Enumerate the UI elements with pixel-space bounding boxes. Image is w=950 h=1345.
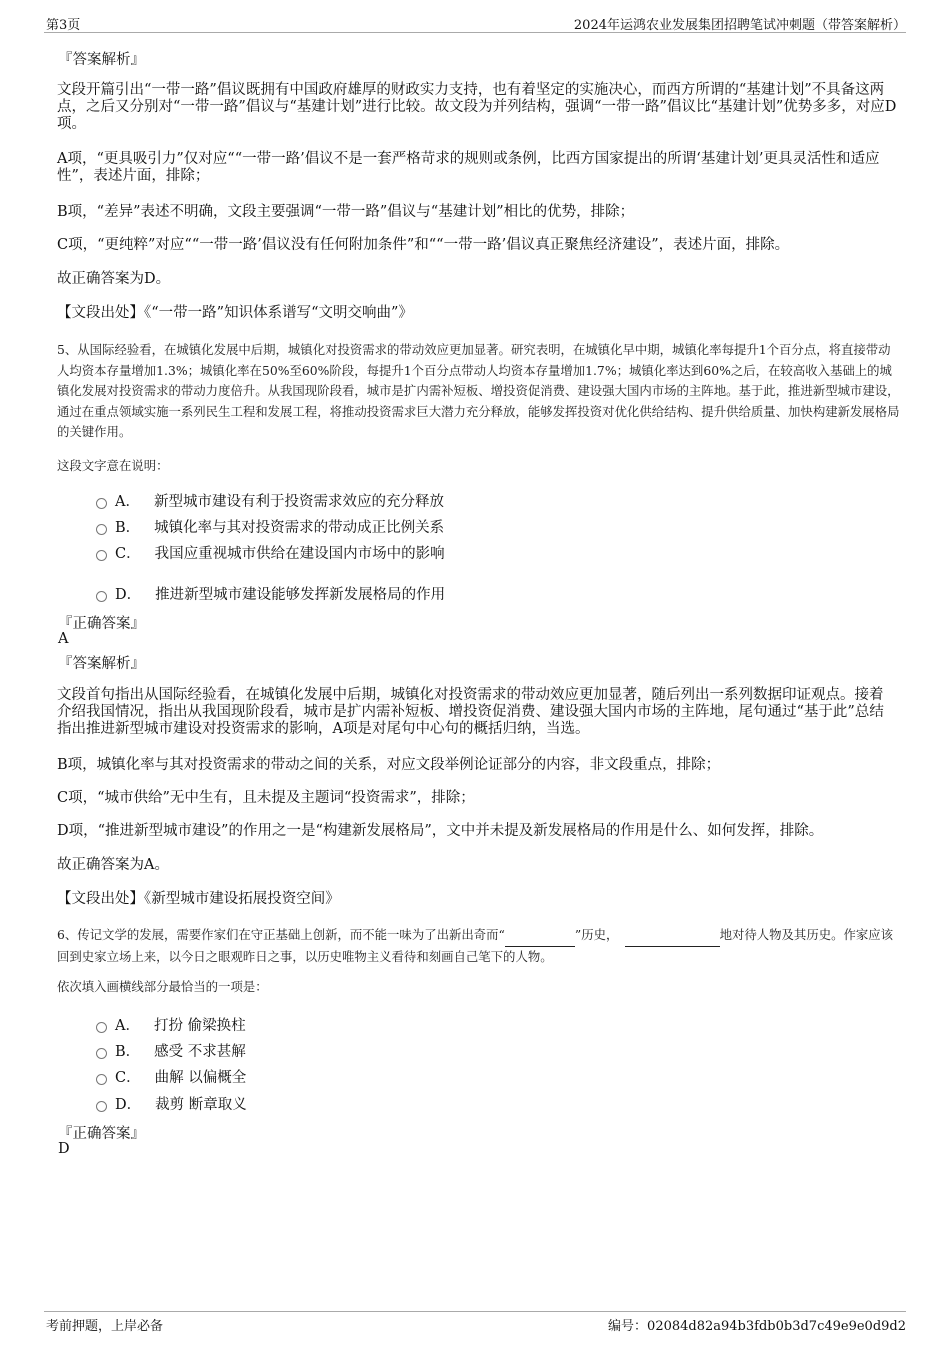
q5-analysis-p2: B项，城镇化率与其对投资需求的带动之间的关系，对应文段举例论证部分的内容，非文段重点，排除； xyxy=(57,757,721,773)
option-letter: B． xyxy=(115,1043,141,1060)
option-letter: A． xyxy=(115,493,140,510)
option-text: 曲解 以偏概全 xyxy=(154,1069,247,1086)
radio-icon[interactable] xyxy=(96,524,107,535)
option-letter: D． xyxy=(115,1096,142,1113)
q6-stem-part-2: ”历史， xyxy=(574,927,613,942)
footer-slogan: 考前押题，上岸必备 xyxy=(46,1319,164,1334)
option-text: 感受 不求甚解 xyxy=(154,1043,246,1060)
q6-blank-1 xyxy=(505,925,575,947)
option-text: 新型城市建设有利于投资需求效应的充分释放 xyxy=(153,493,444,510)
q4-analysis-p4: C项，“更纯粹”对应““一带一路’倡议没有任何附加条件”和““一带一路’倡议真正聚焦经济建设”，表述片面，排除。 xyxy=(57,237,790,253)
q6-option-c[interactable] xyxy=(96,1066,246,1086)
q5-answer-label: 『正确答案』 xyxy=(58,616,145,632)
q6-option-b[interactable] xyxy=(96,1040,246,1060)
q6-prompt: 依次填入画横线部分最恰当的一项是： xyxy=(57,979,268,994)
q4-analysis-p2: A项，“更具吸引力”仅对应““一带一路’倡议不是一套严格苛求的规则或条例，比西方国家提出的所谓‘基建计划’更具灵活性和适应性”，表述片面，排除； xyxy=(57,151,880,184)
q5-analysis-label: 『答案解析』 xyxy=(58,656,145,672)
q5-analysis-p4: D项，“推进新型城市建设”的作用之一是“构建新发展格局”，文中并未提及新发展格局的作用是什么、如何发挥，排除。 xyxy=(57,823,824,839)
q6-option-a[interactable] xyxy=(96,1014,246,1034)
option-text: 我国应重视城市供给在建设国内市场中的影响 xyxy=(154,545,445,562)
option-text: 裁剪 断章取义 xyxy=(155,1096,247,1113)
q5-option-c[interactable] xyxy=(96,542,445,562)
q5-analysis-p1: 文段首句指出从国际经验看，在城镇化发展中后期，城镇化对投资需求的带动效应更加显著，随后列出一系列数据印证观点。接着介绍我国情况，指出从我国现阶段看，城市是扩内需补短板、增投资促消费、建设强大国内市场的主阵地，尾句通过“基于此”总结指出推进新型城市建设对投资需求的影响，A项是对尾句中心句的概括归纳，当选。 xyxy=(57,687,884,737)
q6-stem-part-3: 地对待人物及其历史。作家应该回到史家立场上来，以今日之眼观昨日之事，以历史唯物主义看待和刻画自己笔下的人物。 xyxy=(57,927,894,964)
option-letter: D． xyxy=(115,586,142,603)
q5-answer: A xyxy=(58,631,69,647)
page-number: 第3页 xyxy=(46,18,81,33)
q6-blank-2 xyxy=(625,925,720,947)
q5-option-b[interactable] xyxy=(96,516,444,536)
option-text: 城镇化率与其对投资需求的带动成正比例关系 xyxy=(154,519,445,536)
radio-icon[interactable] xyxy=(96,591,107,602)
radio-icon[interactable] xyxy=(96,498,107,509)
q4-analysis-label: 『答案解析』 xyxy=(58,52,145,68)
q5-source: 【文段出处】《新型城市建设拓展投资空间》 xyxy=(57,891,340,907)
document-title: 2024年运鸿农业发展集团招聘笔试冲刺题（带答案解析） xyxy=(573,18,906,33)
radio-icon[interactable] xyxy=(96,550,107,561)
option-text: 推进新型城市建设能够发挥新发展格局的作用 xyxy=(155,586,446,603)
q6-stem-part-1: 6、传记文学的发展，需要作家们在守正基础上创新，而不能一味为了出新出奇而“ xyxy=(57,927,505,942)
document-id: 编号：02084d82a94b3fdb0b3d7c49e9e0d9d2 xyxy=(608,1319,906,1334)
q5-conclusion: 故正确答案为A。 xyxy=(57,857,169,873)
footer-rule xyxy=(44,1311,906,1312)
q6-answer-label: 『正确答案』 xyxy=(58,1126,145,1142)
q5-analysis-p3: C项，“城市供给”无中生有，且未提及主题词“投资需求”，排除； xyxy=(57,790,475,806)
q5-prompt: 这段文字意在说明： xyxy=(57,458,169,473)
page-footer xyxy=(0,1305,950,1345)
q5-stem: 5、从国际经验看，在城镇化发展中后期，城镇化对投资需求的带动效应更加显著。研究表明，在城镇化早中期，城镇化率每提升1个百分点，将直接带动人均资本存量增加1.3%；城镇化率在50%至60%阶段，每提升1个百分点带动人均资本存量增加1.7%；城镇化率达到60%之后，在较高收入基础上的城镇化发展对投资需求的带动力度倍升。从我国现阶段看，城市是扩内需补短板、增投资促消费、建设强大国内市场的主阵地。基于此，推进新型城市建设，通过在重点领域实施一系列民生工程和发展工程，将推动投资需求巨大潜力充分释放，能够发挥投资对优化供给结构、提升供给质量、加快构建新发展格局的关键作用。 xyxy=(57,342,900,439)
q6-stem xyxy=(57,925,902,967)
radio-icon[interactable] xyxy=(96,1022,107,1033)
q5-option-a[interactable] xyxy=(96,490,444,510)
q4-analysis-p3: B项，“差异”表述不明确，文段主要强调“一带一路”倡议与“基建计划”相比的优势，排除； xyxy=(57,204,635,220)
page-header xyxy=(0,0,950,38)
option-text: 打扮 偷梁换柱 xyxy=(153,1017,246,1034)
option-letter: C． xyxy=(115,545,141,562)
option-letter: A． xyxy=(115,1017,140,1034)
q6-answer: D xyxy=(58,1141,70,1157)
q4-conclusion: 故正确答案为D。 xyxy=(57,271,171,287)
radio-icon[interactable] xyxy=(96,1101,107,1112)
q4-analysis-p1: 文段开篇引出“一带一路”倡议既拥有中国政府雄厚的财政实力支持，也有着坚定的实施决心，而西方所谓的“基建计划”不具备这两点，之后又分别对“一带一路”倡议与“基建计划”进行比较。故文段为并列结构，强调“一带一路”倡议比“基建计划”优势多多，对应D项。 xyxy=(57,82,897,132)
option-letter: C． xyxy=(115,1069,141,1086)
radio-icon[interactable] xyxy=(96,1074,107,1085)
option-letter: B． xyxy=(115,519,141,536)
q4-source: 【文段出处】《“一带一路”知识体系谱写“文明交响曲”》 xyxy=(57,305,413,321)
header-rule xyxy=(44,32,906,33)
radio-icon[interactable] xyxy=(96,1048,107,1059)
q5-option-d[interactable] xyxy=(96,583,445,603)
q6-option-d[interactable] xyxy=(96,1093,247,1113)
